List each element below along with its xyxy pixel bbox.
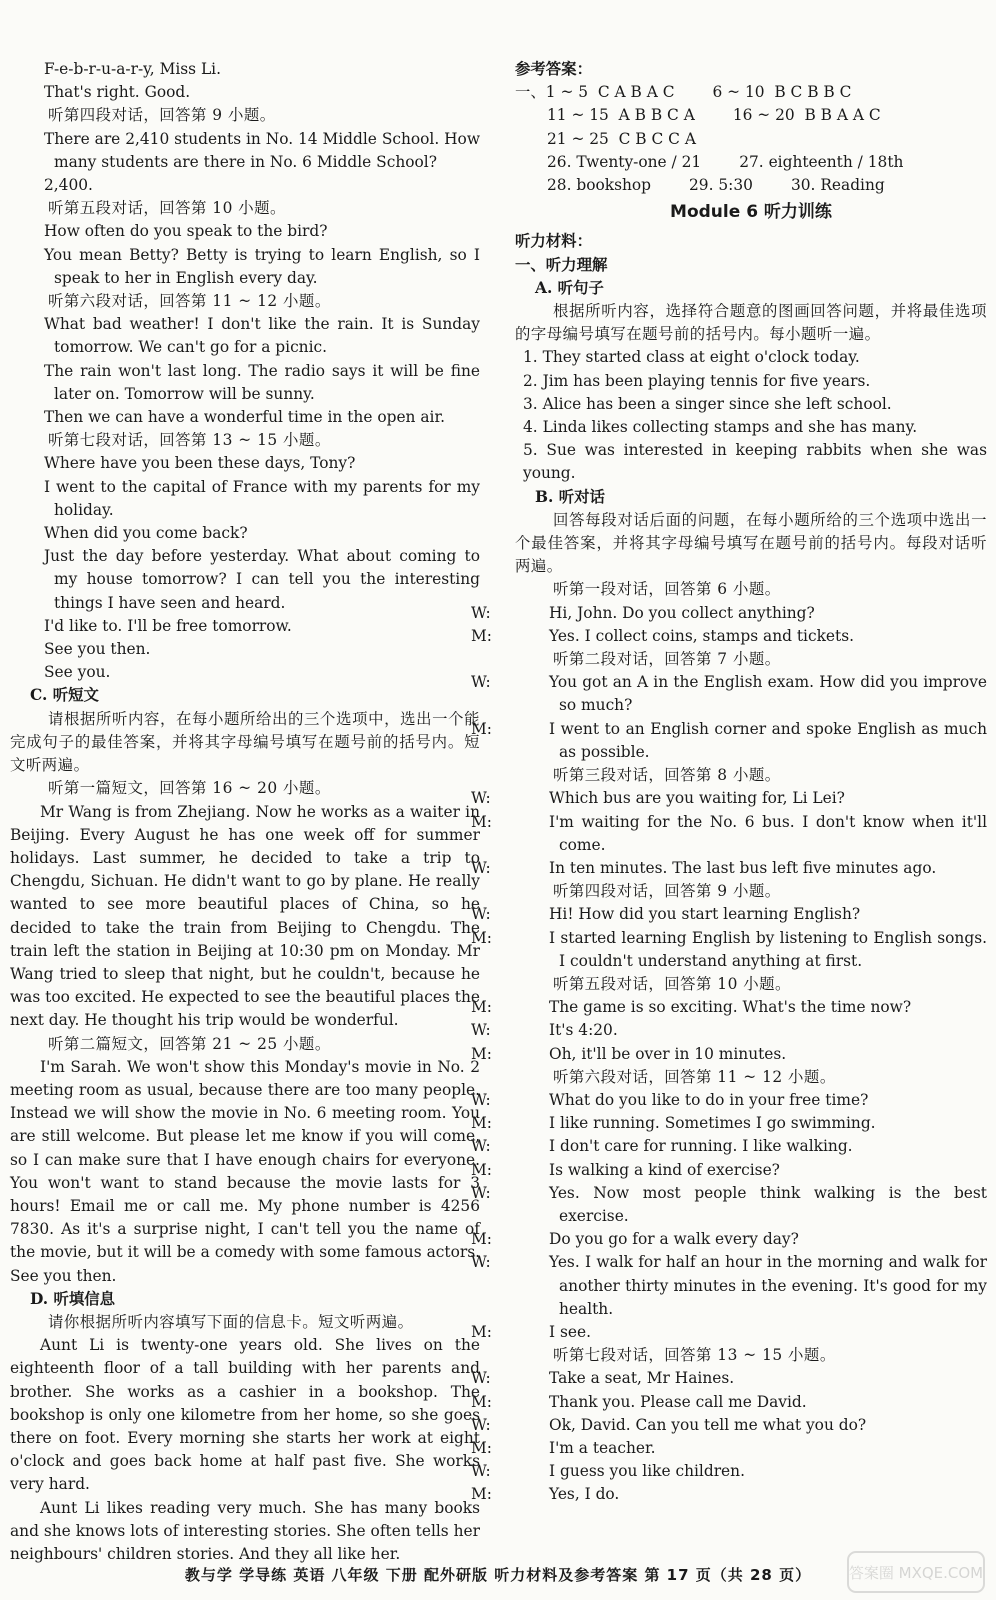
dialogue-line: [471, 1437, 987, 1460]
dialogue-line: [471, 1228, 987, 1251]
section-heading: C. 听短文: [30, 686, 99, 705]
dialogue-text: In ten minutes. The last bus left five minutes ago.: [549, 858, 937, 877]
speaker-label: [10, 545, 44, 568]
section-heading: B. 听对话: [535, 487, 605, 506]
dialogue-text: There are 2,410 students in No. 14 Middle School. How many students are there in No. 6 Middle School?: [44, 129, 480, 171]
dialogue-text: I guess you like children.: [549, 1462, 745, 1481]
speaker-label: [10, 81, 44, 104]
speaker-label: W:: [471, 673, 491, 692]
listening-materials: [471, 230, 987, 1506]
dialogue-text: I don't care for running. I like walking.: [549, 1137, 853, 1156]
answer-item: 11 ~ 15 A B B C A: [547, 106, 695, 125]
speaker-label: [10, 661, 44, 684]
instruction-text: 听第四段对话，回答第 9 小题。: [48, 106, 276, 125]
instruction-text: 听第六段对话，回答第 11 ~ 12 小题。: [553, 1067, 836, 1086]
instruction-text: 听第三段对话，回答第 8 小题。: [553, 766, 781, 785]
speaker-label: [10, 313, 44, 336]
dialogue-text: Yes. Now most people think walking is the best exercise.: [549, 1183, 987, 1225]
dialogue-text: Is walking a kind of exercise?: [549, 1160, 780, 1179]
speaker-label: W:: [471, 1090, 491, 1109]
passage-paragraph: I'm Sarah. We won't show this Monday's movie in No. 2 meeting room as usual, because there are too many people. Instead we will show the movie in No. 6 meeting room. You are still welcome. But please let me know if you will come, so I can make sure that I have enough chairs for everyone. You won't want to stand because the movie lasts for 3 hours! Email me or call me. My phone number is 4256 7830. As it's a surprise night, I can't tell you the name of the movie, but it will be a comedy with some famous actors. See you then.: [10, 1057, 480, 1285]
dialogue-line: [10, 58, 480, 81]
dialogue-line: [10, 220, 480, 243]
left-column: [10, 58, 480, 1566]
dialogue-line: [10, 476, 480, 522]
speaker-label: [10, 128, 44, 151]
speaker-label: M:: [471, 1322, 492, 1341]
speaker-label: [10, 452, 44, 475]
answer-item: 21 ~ 25 C B C C A: [547, 129, 696, 148]
dialogue-text: Just the day before yesterday. What about coming to my house tomorrow? I can tell you the interesting things I have seen and heard.: [44, 547, 480, 612]
dialogue-text: I'd like to. I'll be free tomorrow.: [44, 616, 292, 635]
dialogue-text: Hi, John. Do you collect anything?: [549, 603, 815, 622]
dialogue-line: [471, 625, 987, 648]
speaker-label: M:: [471, 1044, 492, 1063]
speaker-label: [10, 638, 44, 661]
dialogue-text: The game is so exciting. What's the time now?: [549, 998, 912, 1017]
right-column: [471, 58, 987, 1507]
dialogue-text: How often do you speak to the bird?: [44, 222, 328, 241]
dialogue-line: [471, 1367, 987, 1390]
instruction-text: 听第一段对话，回答第 6 小题。: [553, 580, 781, 599]
dialogue-line: [471, 996, 987, 1019]
speaker-label: W:: [471, 1021, 491, 1040]
dialogue-line: [10, 174, 480, 197]
speaker-label: M:: [471, 1114, 492, 1133]
speaker-label: W:: [471, 905, 491, 924]
dialogue-line: [10, 313, 480, 359]
dialogue-line: [471, 718, 987, 764]
dialogue-line: [471, 1251, 987, 1321]
answer-row: [515, 128, 987, 151]
speaker-label: M:: [471, 1438, 492, 1457]
speaker-label: W:: [471, 858, 491, 877]
dialogue-text: See you then.: [44, 640, 151, 659]
speaker-label: W:: [471, 1369, 491, 1388]
dialogue-line: [471, 1460, 987, 1483]
speaker-label: M:: [471, 998, 492, 1017]
answer-row: [515, 81, 987, 104]
instruction-text: 听第六段对话，回答第 11 ~ 12 小题。: [48, 292, 331, 311]
dialogue-line: [471, 1112, 987, 1135]
dialogue-text: I'm a teacher.: [549, 1438, 656, 1457]
dialogue-line: [471, 1391, 987, 1414]
answer-item: 28. bookshop: [547, 176, 652, 195]
dialogue-text: Oh, it'll be over in 10 minutes.: [549, 1044, 787, 1063]
dialogue-line: [471, 1159, 987, 1182]
dialogue-text: I see.: [549, 1322, 591, 1341]
dialogue-text: What do you like to do in your free time?: [549, 1090, 869, 1109]
dialogue-text: Then we can have a wonderful time in the open air.: [44, 408, 446, 427]
speaker-label: [10, 476, 44, 499]
speaker-label: [10, 58, 44, 81]
dialogue-line: [471, 602, 987, 625]
dialogue-text: Yes. I collect coins, stamps and tickets.: [549, 626, 854, 645]
dialogue-text: You mean Betty? Betty is trying to learn English, so I speak to her in English every day.: [44, 245, 480, 287]
speaker-label: M:: [471, 626, 492, 645]
passage-paragraph: Aunt Li likes reading very much. She has many books and she knows lots of interesting stories. She often tells her neighbours' children stories. And they all like her.: [10, 1498, 480, 1563]
instruction-text: 听第五段对话，回答第 10 小题。: [48, 199, 286, 218]
dialogue-text: It's 4:20.: [549, 1021, 618, 1040]
dialogue-line: [471, 1414, 987, 1437]
speaker-label: [10, 615, 44, 638]
speaker-label: M:: [471, 1392, 492, 1411]
section-heading: D. 听填信息: [30, 1289, 116, 1308]
dialogue-line: [471, 857, 987, 880]
dialogue-text: I went to the capital of France with my parents for my holiday.: [44, 477, 480, 519]
speaker-label: M:: [471, 1230, 492, 1249]
dialogue-text: What bad weather! I don't like the rain. It is Sunday tomorrow. We can't go for a picnic.: [44, 315, 480, 357]
dialogue-line: [10, 128, 480, 174]
dialogue-line: [10, 244, 480, 290]
dialogue-line: [471, 671, 987, 717]
dialogue-text: Do you go for a walk every day?: [549, 1230, 799, 1249]
section-heading: 一、听力理解: [515, 255, 608, 274]
dialogue-text: Which bus are you waiting for, Li Lei?: [549, 789, 845, 808]
speaker-label: [10, 360, 44, 383]
speaker-label: W:: [471, 789, 491, 808]
speaker-label: [10, 522, 44, 545]
speaker-label: M:: [471, 719, 492, 738]
speaker-label: [10, 220, 44, 243]
answer-item: 30. Reading: [790, 176, 885, 195]
instruction-text: 听第四段对话，回答第 9 小题。: [553, 882, 781, 901]
instruction-text: 请你根据所听内容填写下面的信息卡。短文听两遍。: [48, 1312, 414, 1331]
dialogue-line: [10, 638, 480, 661]
dialogue-text: 2,400.: [44, 176, 93, 195]
dialogue-line: [10, 522, 480, 545]
dialogue-line: [471, 1043, 987, 1066]
sentence-item: 3. Alice has been a singer since she left school.: [523, 394, 892, 413]
speaker-label: M:: [471, 1485, 492, 1504]
dialogue-text: I went to an English corner and spoke English as much as possible.: [549, 719, 987, 761]
dialogue-text: The rain won't last long. The radio says it will be fine later on. Tomorrow will be sunny.: [44, 361, 480, 403]
dialogue-line: [10, 81, 480, 104]
instruction-text: 请根据所听内容，在每小题所给出的三个选项中，选出一个能完成句子的最佳答案，并将其字母编号填写在题号前的括号内。短文听两遍。: [10, 709, 480, 775]
instruction-text: 听第二篇短文，回答第 21 ~ 25 小题。: [48, 1034, 331, 1053]
speaker-label: M:: [471, 1160, 492, 1179]
speaker-label: W:: [471, 1415, 491, 1434]
speaker-label: W:: [471, 1253, 491, 1272]
page-footer: 教与学 学导练 英语 八年级 下册 配外研版 听力材料及参考答案 第 17 页（共 28 页）: [184, 1566, 812, 1584]
dialogue-text: Yes, I do.: [549, 1485, 620, 1504]
sentence-item: 1. They started class at eight o'clock today.: [523, 348, 860, 367]
watermark-logo: [846, 1550, 986, 1594]
dialogue-line: [471, 1135, 987, 1158]
section-heading: 听力材料：: [515, 232, 592, 251]
speaker-label: W:: [471, 1137, 491, 1156]
answer-item: 一、1 ~ 5 C A B A C: [515, 83, 675, 102]
sentence-item: 5. Sue was interested in keeping rabbits when she was young.: [523, 441, 987, 483]
answer-item: 27. eighteenth / 18th: [739, 152, 904, 171]
instruction-text: 听第五段对话，回答第 10 小题。: [553, 974, 791, 993]
dialogue-line: [10, 360, 480, 406]
dialogue-line: [10, 615, 480, 638]
dialogue-text: Thank you. Please call me David.: [549, 1392, 807, 1411]
answer-item: 26. Twenty-one / 21: [547, 152, 702, 171]
passage-paragraph: Aunt Li is twenty-one years old. She lives on the eighteenth floor of a tall building with her parents and brother. She works as a cashier in a bookshop. The bookshop is only one kilometre from her home, so she goes there on foot. Every morning she starts her work at eight o'clock and goes back home at half past five. She works very hard.: [10, 1336, 480, 1494]
instruction-text: 根据所听内容，选择符合题意的图画回答问题，并将最佳选项的字母编号填写在题号前的括号内。每小题听一遍。: [515, 302, 987, 344]
dialogue-line: [471, 1483, 987, 1506]
speaker-label: W:: [471, 1462, 491, 1481]
dialogue-text: I started learning English by listening to English songs. I couldn't understand anything at first.: [549, 928, 987, 970]
sentence-item: 4. Linda likes collecting stamps and she has many.: [523, 418, 918, 437]
dialogue-text: I like running. Sometimes I go swimming.: [549, 1114, 876, 1133]
speaker-label: [10, 406, 44, 429]
instruction-text: 听第七段对话，回答第 13 ~ 15 小题。: [553, 1346, 836, 1365]
dialogue-line: [471, 903, 987, 926]
speaker-label: W:: [471, 1183, 491, 1202]
dialogue-line: [471, 787, 987, 810]
dialogue-text: I'm waiting for the No. 6 bus. I don't know when it'll come.: [549, 812, 987, 854]
sentence-item: 2. Jim has been playing tennis for five years.: [523, 371, 871, 390]
section-heading: A. 听句子: [535, 278, 604, 297]
instruction-text: 听第七段对话，回答第 13 ~ 15 小题。: [48, 431, 331, 450]
watermark-text: 答案圈 MXQE.COM: [848, 1564, 984, 1582]
speaker-label: M:: [471, 812, 492, 831]
instruction-text: 听第二段对话，回答第 7 小题。: [553, 650, 781, 669]
dialogue-text: You got an A in the English exam. How did you improve so much?: [549, 673, 987, 715]
dialogue-line: [10, 545, 480, 615]
dialogue-line: [10, 406, 480, 429]
speaker-label: [10, 174, 44, 197]
speaker-label: W:: [471, 603, 491, 622]
dialogue-text: Hi! How did you start learning English?: [549, 905, 861, 924]
dialogue-line: [471, 927, 987, 973]
dialogue-text: See you.: [44, 663, 111, 682]
answer-key-title: 参考答案：: [515, 60, 592, 78]
dialogue-line: [471, 1019, 987, 1042]
answer-row: [515, 174, 987, 197]
answer-row: [515, 104, 987, 127]
instruction-text: 回答每段对话后面的问题，在每小题所给的三个选项中选出一个最佳答案，并将其字母编号填写在题号前的括号内。每段对话听两遍。: [515, 510, 987, 576]
answer-key: [515, 81, 987, 197]
dialogue-line: [471, 1182, 987, 1228]
speaker-label: M:: [471, 928, 492, 947]
dialogue-text: F-e-b-r-u-a-r-y, Miss Li.: [44, 60, 221, 78]
dialogue-text: Take a seat, Mr Haines.: [549, 1369, 735, 1388]
answer-item: 16 ~ 20 B B A A C: [732, 106, 881, 125]
dialogue-line: [10, 452, 480, 475]
dialogue-line: [10, 661, 480, 684]
dialogue-text: When did you come back?: [44, 524, 248, 543]
answer-item: 6 ~ 10 B C B B C: [712, 83, 852, 102]
answer-row: [515, 151, 987, 174]
dialogue-text: Where have you been these days, Tony?: [44, 454, 356, 473]
dialogue-line: [471, 811, 987, 857]
dialogue-line: [471, 1089, 987, 1112]
module-title: Module 6 听力训练: [670, 202, 832, 223]
dialogue-text: That's right. Good.: [44, 83, 191, 102]
instruction-text: 听第一篇短文，回答第 16 ~ 20 小题。: [48, 779, 331, 798]
passage-paragraph: Mr Wang is from Zhejiang. Now he works as a waiter in Beijing. Every August he has one week off for summer holidays. Last summer, he decided to take a trip to Chengdu, Sichuan. He didn't want to go by plane. He really wanted to see more beautiful places of China, so he decided to take the train from Beijing to Chengdu. The train left the station in Beijing at 10:30 pm on Monday. Mr Wang tried to sleep that night, but he couldn't, because he was too excited. He expected to see the beautiful places the next day. He thought his trip would be wonderful.: [10, 802, 480, 1030]
answer-item: 29. 5:30: [689, 176, 753, 195]
dialogue-text: Yes. I walk for half an hour in the morning and walk for another thirty minutes in the evening. It's good for my health.: [549, 1253, 987, 1318]
dialogue-line: [471, 1321, 987, 1344]
speaker-label: [10, 244, 44, 267]
dialogue-text: Ok, David. Can you tell me what you do?: [549, 1415, 867, 1434]
